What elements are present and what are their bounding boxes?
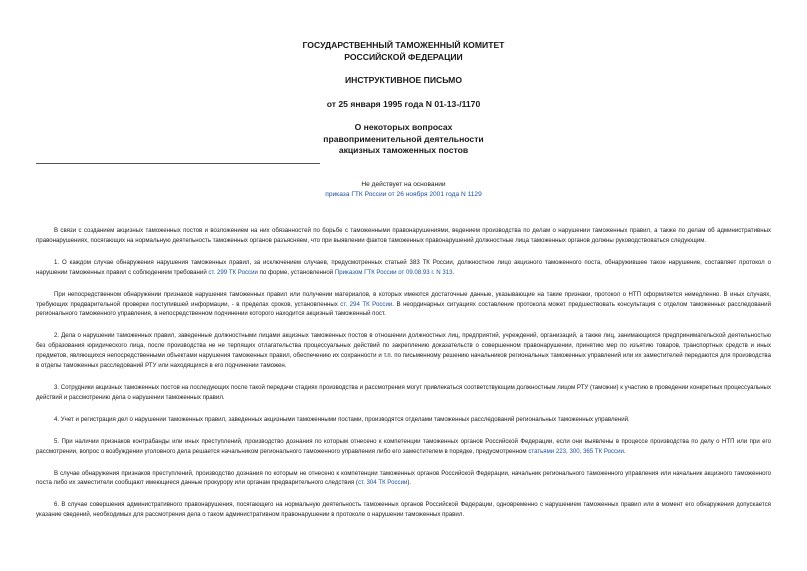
paragraph-1b-text-2: . В неординарных ситуациях составление протокола может предшествовать консультация с отделом таможенных расследований регионального таможенного управления, в непосредственном подчинении которого находится акцизный таможенный пост. bbox=[36, 300, 771, 318]
paragraph-intro: В связи с созданием акцизных таможенных постов и возложением на них обязанностей по борьбе с таможенными правонарушениями, ведением производства по делам о нарушении таможенных правил, а также по делам об административных правонарушениях, посягающих на нормальную деятельность таможенных органов разъясняем, что при выявлении фактов таможенных правонарушений должностные лица таможенных органов должны руководствоваться следующим. bbox=[36, 227, 771, 244]
organization-name-line2: РОССИЙСКОЙ ФЕДЕРАЦИИ bbox=[344, 51, 463, 62]
status-link[interactable]: приказа ГТК России от 26 ноября 2001 года N 1129 bbox=[325, 191, 482, 198]
paragraph-2: 2. Дела о нарушении таможенных правил, заведенные должностными лицами акцизных таможенных постов в отношении должностных лиц, предприятий, учреждений, организаций, а также лиц, занимающихся предпринимательской деятельностью без образования юридического лица, после производства не не терпящих отлагательства процессуальных действий по закреплению доказательств о совершенном правонарушении, принятию мер по изъятию товаров, транспортных средств и иных предметов, являющихся непосредственными объектами нарушения таможенных правил, обеспечению их сохранности и т.п. по письменному решению начальников региональных таможенных управлений или их заместителей передаются для производства в отделы таможенных расследований РТУ или находящихся в его подчинении таможен. bbox=[36, 332, 771, 370]
document-status bbox=[0, 180, 807, 200]
paragraph-1 bbox=[36, 258, 771, 278]
document-date-number: от 25 января 1995 года N 01-13-/1170 bbox=[326, 98, 481, 109]
paragraph-1b bbox=[36, 290, 771, 320]
document-type: ИНСТРУКТИВНОЕ ПИСЬМО bbox=[344, 75, 463, 85]
paragraph-1-text-2: по форме, установленной bbox=[257, 268, 335, 276]
paragraph-4: 4. Учет и регистрация дел о нарушении таможенных правил, заведенных акцизными таможенными постами, производятся отделами таможенных расследований региональных таможенных управлений. bbox=[54, 415, 630, 423]
paragraph-5b bbox=[36, 469, 771, 489]
document-body bbox=[36, 226, 771, 532]
paragraph-5b-text: В случае обнаружения признаков преступлений, производство дознания по которым не отнесено к компетенции таможенных органов Российской Федерации, начальник регионального таможенного управления или начальник акцизного таможенного поста либо их заместители сообщают имеющиеся данные прокурору или органам предварительного следствия ( bbox=[36, 469, 771, 487]
paragraph-5-text: 5. При наличии признаков контрабанды или иных преступлений, производство дознания по которым отнесено к компетенции таможенных органов Российской Федерации, если они выявлены в процессе производства по делу о НТП или при его рассмотрении, вопрос о возбуждении уголовного дела решается начальником регионального таможенного управления либо его заместителем в порядке, предусмотренном bbox=[36, 437, 771, 455]
link-articles-223-300-365[interactable]: статьями 223, 300, 365 ТК России bbox=[528, 447, 624, 455]
document-title-line3: акцизных таможенных постов bbox=[338, 145, 469, 155]
paragraph-1-text-3: . bbox=[452, 268, 455, 276]
paragraph-1b-text: При непосредственном обнаружении признаков нарушения таможенных правил или получении материалов, в которых имеются достаточные данные, указывающие на такие признаки, протокол о НТП оформляется немедленно. В иных случаях, требующих предварительной проверки поступившей информации, - в пределах сроков, установленных bbox=[36, 290, 771, 308]
document-title-line1: О некоторых вопросах bbox=[354, 122, 453, 132]
paragraph-5-text-2: . bbox=[623, 447, 626, 455]
link-article-294[interactable]: ст. 294 ТК России bbox=[340, 300, 393, 308]
document-header bbox=[0, 40, 807, 157]
link-article-299[interactable]: ст. 299 ТК России bbox=[208, 268, 258, 276]
paragraph-6: 6. В случае совершения административного правонарушения, посягающего на нормальную деятельность таможенных органов Российской Федерации, одновременно с нарушением таможенных правил или в момент его обнаружения допускается указание сведений, необходимых для рассмотрения дела о таком административном правонарушении в протоколе о нарушении таможенных правил. bbox=[36, 501, 771, 519]
paragraph-3: 3. Сотрудники акцизных таможенных постов на последующих после такой передачи стадиях производства и рассмотрения могут привлекаться соответствующим должностным лицом РТУ (таможни) к участию в проведении конкретных процессуальных действий и рассмотрению дела о нарушении таможенных правил. bbox=[36, 383, 771, 401]
document-title-line2: правоприменительной деятельности bbox=[323, 133, 484, 144]
paragraph-5 bbox=[36, 437, 771, 457]
status-text: Не действует на основании bbox=[361, 181, 446, 188]
paragraph-1-text: 1. О каждом случае обнаружения нарушения таможенных правил, за исключением случаев, предусмотренных статьей 383 ТК России, должностное лицо акцизного таможенного поста, обнаружившее такое нарушение, составляет протокол о нарушении таможенных правил с соблюдением требований bbox=[36, 258, 771, 276]
link-order-313[interactable]: Приказом ГТК России от 09.08.93 г. N 313 bbox=[334, 268, 453, 276]
header-divider bbox=[36, 163, 320, 164]
organization-name-line1: ГОСУДАРСТВЕННЫЙ ТАМОЖЕННЫЙ КОМИТЕТ bbox=[302, 40, 505, 50]
link-article-304[interactable]: ст. 304 ТК России bbox=[357, 479, 408, 487]
paragraph-5b-text-2: ). bbox=[407, 479, 412, 487]
